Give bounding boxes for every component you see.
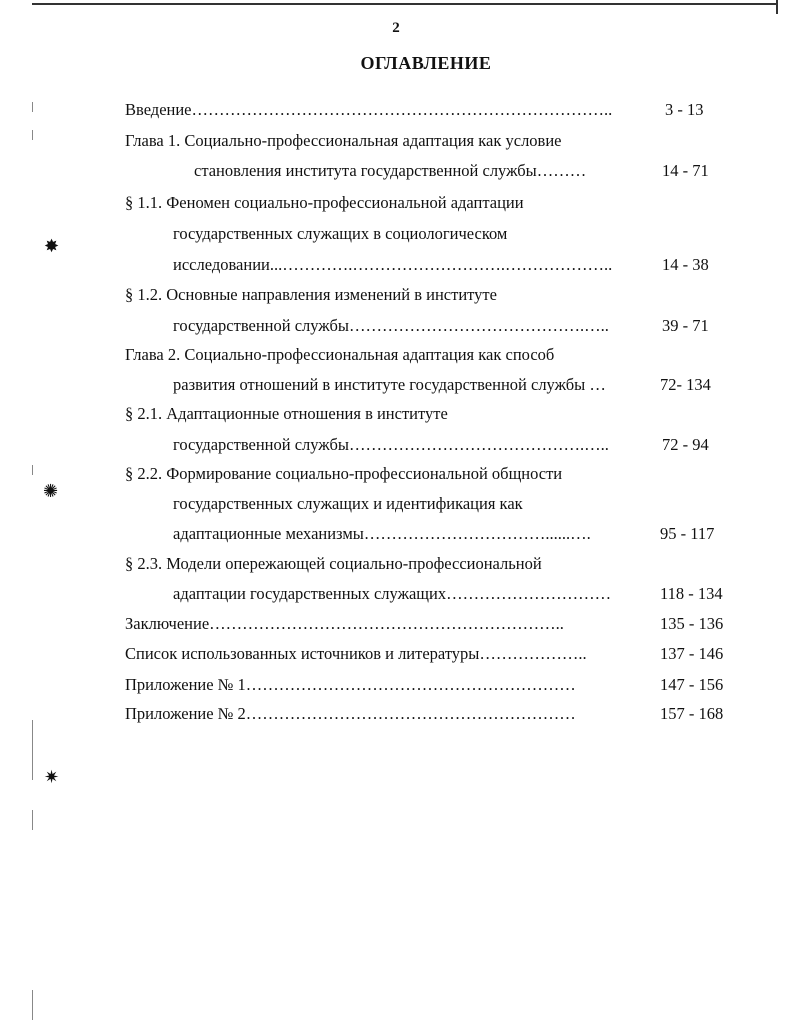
toc-pages-conclusion: 135 - 136 — [660, 614, 724, 633]
toc-entry-appendix-2: Приложение № 2…………………………………………………… — [125, 704, 576, 723]
toc-pages-section-1-1: 14 - 38 — [662, 255, 709, 274]
binding-hole-mark-icon: ✸ — [44, 236, 60, 256]
toc-entry-chapter-2-cont: развития отношений в институте государственной службы … — [173, 375, 606, 394]
toc-title: ОГЛАВЛЕНИЕ — [360, 53, 492, 73]
scan-edge-mark — [32, 990, 33, 1020]
page-frame-right-line — [776, 0, 778, 14]
toc-pages-chapter-1: 14 - 71 — [662, 161, 709, 180]
scan-edge-mark — [32, 720, 33, 780]
toc-entry-appendix-1: Приложение № 1…………………………………………………… — [125, 675, 576, 694]
toc-entry-section-2-1-cont: государственной службы…………………………………….….. — [173, 435, 609, 454]
toc-entry-section-2-2-cont: адаптационные механизмы……………………………......…. — [173, 524, 591, 543]
toc-pages-references: 137 - 146 — [660, 644, 724, 663]
binding-hole-mark-icon: ✷ — [44, 767, 60, 787]
scan-edge-mark — [32, 130, 33, 140]
toc-pages-introduction: 3 - 13 — [665, 100, 704, 119]
toc-entry-chapter-1: Глава 1. Социально-профессиональная адаптация как условие — [125, 131, 562, 150]
toc-entry-chapter-2: Глава 2. Социально-профессиональная адаптация как способ — [125, 345, 555, 364]
scan-edge-mark — [32, 465, 33, 475]
binding-hole-mark-icon: ✺ — [43, 481, 59, 501]
toc-entry-section-2-3-cont: адаптации государственных служащих………………………… — [173, 584, 612, 603]
toc-pages-chapter-2: 72- 134 — [660, 375, 711, 394]
scan-edge-mark — [32, 810, 33, 830]
toc-entry-section-1-1: § 1.1. Феномен социально-профессиональной адаптации — [125, 193, 524, 212]
toc-entry-section-1-2: § 1.2. Основные направления изменений в институте — [125, 285, 497, 304]
toc-pages-section-1-2: 39 - 71 — [662, 316, 709, 335]
toc-entry-section-1-1-cont: исследовании...………….……………………….……………….. — [173, 255, 613, 274]
scan-edge-mark — [32, 102, 33, 112]
toc-entry-section-2-2-cont: государственных служащих и идентификация как — [173, 494, 523, 513]
toc-entry-section-1-1-cont: государственных служащих в социологическом — [173, 224, 508, 243]
page-number: 2 — [392, 20, 400, 36]
toc-pages-section-2-1: 72 - 94 — [662, 435, 709, 454]
toc-pages-section-2-2: 95 - 117 — [660, 524, 715, 543]
toc-entry-chapter-1-cont: становления института государственной службы……… — [194, 161, 587, 180]
toc-entry-references: Список использованных источников и литературы……………….. — [125, 644, 587, 663]
page-frame-top-line — [32, 3, 777, 5]
toc-entry-section-2-1: § 2.1. Адаптационные отношения в институте — [125, 404, 448, 423]
toc-entry-section-2-3: § 2.3. Модели опережающей социально-профессиональной — [125, 554, 542, 573]
toc-entry-introduction: Введение………………………………………………………………….. — [125, 100, 613, 119]
toc-pages-appendix-2: 157 - 168 — [660, 704, 724, 723]
toc-entry-section-1-2-cont: государственной службы…………………………………….….. — [173, 316, 609, 335]
toc-pages-section-2-3: 118 - 134 — [660, 584, 723, 603]
toc-entry-conclusion: Заключение……………………………………………………….. — [125, 614, 564, 633]
toc-pages-appendix-1: 147 - 156 — [660, 675, 724, 694]
toc-entry-section-2-2: § 2.2. Формирование социально-профессиональной общности — [125, 464, 563, 483]
